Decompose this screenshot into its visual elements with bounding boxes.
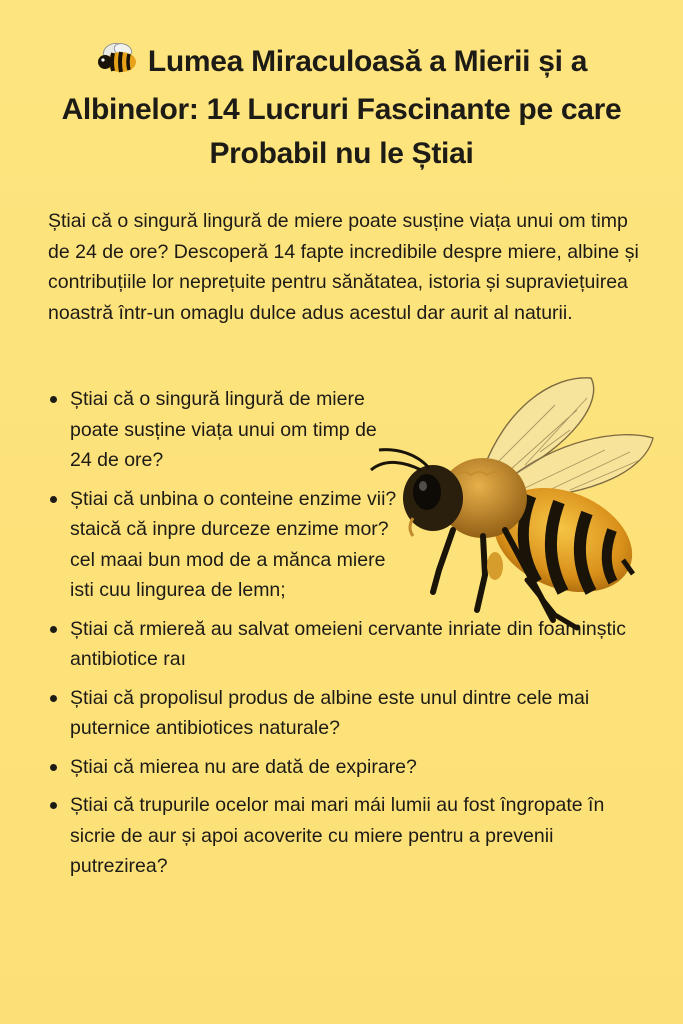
intro-paragraph: Știai că o singură lingură de miere poate susține viața unui om timp de 24 de ore? Descoperă 14 fapte incredibile despre miere, albine și contribuțiile lor neprețuite pentru sănătatea, istoria și supraviețuirea noastră într-un omaglu dulce adus acestul dar aurit al naturii. [48, 210, 639, 324]
list-item: Știai că trupurile ocelor mai mari mái lumii au fost îngropate în sicrie de aur și apoi acoverite cu miere pentru a prevenii putrezirea? [48, 790, 648, 882]
list-item: Știai că propolisul produs de albine este unul dintre cele mai puternice antibiotices naturale? [48, 683, 648, 744]
page-title: Lumea Miraculoasă a Mierii și a Albinelor: 14 Lucruri Fascinante pe care Probabil nu le Știai [30, 40, 653, 176]
list-item: Știai că unbina o conteine enzime vii? staică că inpre durceze enzime mor? cel maai bun mod de a mănca miere isti cuu lingurea de lemn; [48, 484, 400, 606]
bee-icon [96, 41, 142, 88]
list-item: Știai că mierea nu are dată de expirare? [48, 752, 648, 783]
list-item: Știai că o singură lingură de miere poate susține viața unui om timp de 24 de ore? [48, 384, 400, 476]
list-item: Știai că rmiereă au salvat omeieni cervante inriate din foaminștic antibiotice raı [48, 614, 648, 675]
honeybee-illustration [355, 370, 665, 640]
